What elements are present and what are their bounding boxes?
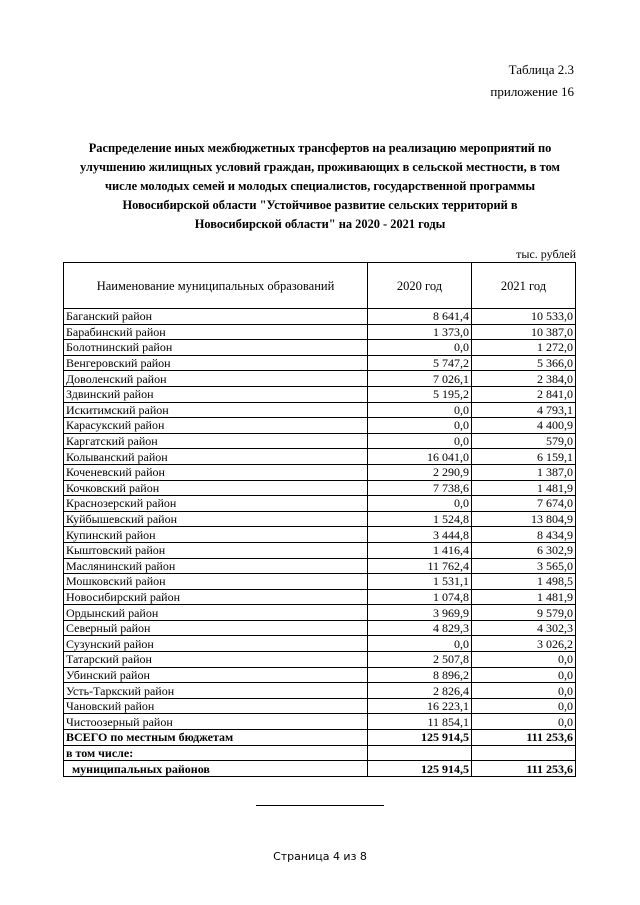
table-row: [64, 589, 576, 605]
including-row: [64, 745, 576, 761]
table-row: [64, 324, 576, 340]
district-name: Сузунский район: [64, 636, 368, 652]
value-2021: 0,0: [472, 698, 576, 714]
appendix-label: приложение 16: [490, 84, 574, 99]
value-2021: 1 481,9: [472, 589, 576, 605]
total-row: [64, 730, 576, 746]
value-2020: 3 969,9: [368, 605, 472, 621]
value-2020: 1 416,4: [368, 542, 472, 558]
district-name: Колыванский район: [64, 449, 368, 465]
district-name: Искитимский район: [64, 402, 368, 418]
district-name: Коченевский район: [64, 464, 368, 480]
value-2021: 579,0: [472, 433, 576, 449]
district-name: Баганский район: [64, 309, 368, 325]
district-name: Татарский район: [64, 652, 368, 668]
value-2021: 3 565,0: [472, 558, 576, 574]
value-2020: 0,0: [368, 496, 472, 512]
district-name: Барабинский район: [64, 324, 368, 340]
value-2021: 2 841,0: [472, 386, 576, 402]
value-2020: 0,0: [368, 418, 472, 434]
table-row: [64, 418, 576, 434]
table-row: [64, 542, 576, 558]
district-name: Убинский район: [64, 667, 368, 683]
table-row: [64, 340, 576, 356]
value-2020: 2 507,8: [368, 652, 472, 668]
value-2020: 0,0: [368, 340, 472, 356]
district-name: Здвинский район: [64, 386, 368, 402]
value-2020: 1 524,8: [368, 511, 472, 527]
district-name: Краснозерский район: [64, 496, 368, 512]
table-row: [64, 636, 576, 652]
page-number: Страница 4 из 8: [273, 850, 367, 863]
value-2021: 3 026,2: [472, 636, 576, 652]
district-name: Чановский район: [64, 698, 368, 714]
value-2021: 1 481,9: [472, 480, 576, 496]
including-empty-2021: [472, 745, 576, 761]
table-row: [64, 683, 576, 699]
table-row: [64, 464, 576, 480]
table-row: [64, 574, 576, 590]
district-name: Доволенский район: [64, 371, 368, 387]
value-2021: 0,0: [472, 652, 576, 668]
municipal-2020: 125 914,5: [368, 761, 472, 777]
table-row: [64, 309, 576, 325]
column-header-name: Наименование муниципальных образований: [64, 263, 368, 309]
value-2021: 13 804,9: [472, 511, 576, 527]
value-2021: 0,0: [472, 667, 576, 683]
table-row: [64, 698, 576, 714]
table-row: [64, 527, 576, 543]
value-2021: 6 159,1: [472, 449, 576, 465]
including-empty-2020: [368, 745, 472, 761]
district-name: Купинский район: [64, 527, 368, 543]
value-2020: 1 074,8: [368, 589, 472, 605]
table-row: [64, 620, 576, 636]
table-row: [64, 652, 576, 668]
district-name: Каргатский район: [64, 433, 368, 449]
table-row: [64, 667, 576, 683]
value-2020: 2 290,9: [368, 464, 472, 480]
district-name: Ордынский район: [64, 605, 368, 621]
district-name: Маслянинский район: [64, 558, 368, 574]
value-2020: 7 026,1: [368, 371, 472, 387]
value-2020: 3 444,8: [368, 527, 472, 543]
value-2020: 0,0: [368, 636, 472, 652]
footnote-divider: [256, 805, 384, 806]
value-2021: 10 533,0: [472, 309, 576, 325]
including-label: в том числе:: [64, 745, 368, 761]
title-line: Распределение иных межбюджетных трансфертов на реализацию мероприятий по: [88, 141, 552, 155]
district-name: Северный район: [64, 620, 368, 636]
value-2021: 4 400,9: [472, 418, 576, 434]
value-2020: 11 762,4: [368, 558, 472, 574]
value-2020: 5 195,2: [368, 386, 472, 402]
table-row: [64, 496, 576, 512]
value-2021: 8 434,9: [472, 527, 576, 543]
value-2020: 8 896,2: [368, 667, 472, 683]
value-2021: 10 387,0: [472, 324, 576, 340]
value-2021: 0,0: [472, 714, 576, 730]
table-row: [64, 433, 576, 449]
table-number-label: Таблица 2.3: [508, 62, 574, 77]
value-2021: 2 384,0: [472, 371, 576, 387]
value-2021: 1 272,0: [472, 340, 576, 356]
value-2021: 4 302,3: [472, 620, 576, 636]
district-name: Болотнинский район: [64, 340, 368, 356]
district-name: Кочковский район: [64, 480, 368, 496]
total-2021: 111 253,6: [472, 730, 576, 746]
title-line: Новосибирской области "Устойчивое развитие сельских территорий в: [122, 198, 518, 212]
value-2021: 0,0: [472, 683, 576, 699]
total-label: ВСЕГО по местным бюджетам: [64, 730, 368, 746]
district-name: Куйбышевский район: [64, 511, 368, 527]
district-name: Чистоозерный район: [64, 714, 368, 730]
district-name: Мошковский район: [64, 574, 368, 590]
value-2020: 11 854,1: [368, 714, 472, 730]
value-2021: 9 579,0: [472, 605, 576, 621]
column-header-2021: 2021 год: [472, 263, 576, 309]
column-header-2020: 2020 год: [368, 263, 472, 309]
value-2021: 4 793,1: [472, 402, 576, 418]
table-row: [64, 355, 576, 371]
table-row: [64, 511, 576, 527]
value-2020: 2 826,4: [368, 683, 472, 699]
municipal-row: [64, 761, 576, 777]
table-row: [64, 605, 576, 621]
municipal-label: муниципальных районов: [64, 761, 368, 777]
value-2021: 7 674,0: [472, 496, 576, 512]
total-2020: 125 914,5: [368, 730, 472, 746]
units-label: тыс. рублей: [516, 247, 576, 261]
value-2020: 1 531,1: [368, 574, 472, 590]
table-row: [64, 449, 576, 465]
table-header-row: [64, 263, 576, 309]
value-2021: 1 498,5: [472, 574, 576, 590]
table-row: [64, 714, 576, 730]
table-row: [64, 371, 576, 387]
value-2021: 1 387,0: [472, 464, 576, 480]
value-2020: 0,0: [368, 433, 472, 449]
table-row: [64, 386, 576, 402]
value-2021: 5 366,0: [472, 355, 576, 371]
district-name: Кыштовский район: [64, 542, 368, 558]
district-name: Новосибирский район: [64, 589, 368, 605]
table-row: [64, 402, 576, 418]
district-name: Карасукский район: [64, 418, 368, 434]
district-name: Усть-Таркский район: [64, 683, 368, 699]
title-line: Новосибирской области" на 2020 - 2021 годы: [194, 217, 446, 231]
title-line: числе молодых семей и молодых специалистов, государственной программы: [104, 179, 535, 193]
value-2020: 1 373,0: [368, 324, 472, 340]
value-2020: 4 829,3: [368, 620, 472, 636]
value-2020: 8 641,4: [368, 309, 472, 325]
title-line: улучшению жилищных условий граждан, проживающих в сельской местности, в том: [79, 160, 560, 174]
district-name: Венгеровский район: [64, 355, 368, 371]
table-row: [64, 558, 576, 574]
transfers-table: [63, 262, 576, 777]
value-2020: 16 041,0: [368, 449, 472, 465]
table-row: [64, 480, 576, 496]
value-2020: 7 738,6: [368, 480, 472, 496]
municipal-2021: 111 253,6: [472, 761, 576, 777]
value-2020: 5 747,2: [368, 355, 472, 371]
document-title: [62, 139, 578, 234]
value-2021: 6 302,9: [472, 542, 576, 558]
value-2020: 0,0: [368, 402, 472, 418]
value-2020: 16 223,1: [368, 698, 472, 714]
